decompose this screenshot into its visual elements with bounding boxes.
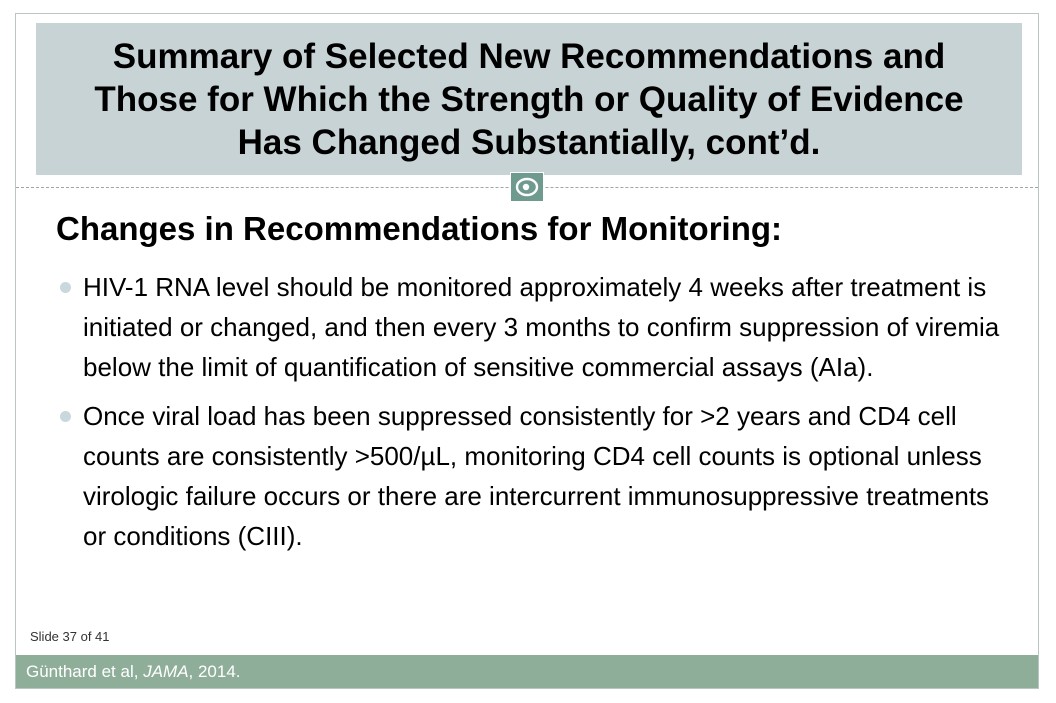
footer-bar bbox=[16, 655, 1038, 688]
citation-journal: JAMA bbox=[143, 661, 189, 681]
slide bbox=[15, 13, 1039, 689]
slide-number: Slide 37 of 41 bbox=[30, 629, 110, 644]
eye-logo-icon bbox=[510, 172, 544, 202]
citation-year: , 2014. bbox=[188, 661, 241, 681]
title-line-2: Those for Which the Strength or Quality of Evidence bbox=[94, 79, 964, 119]
citation-authors: Günthard et al, bbox=[26, 661, 144, 681]
citation bbox=[26, 662, 241, 682]
bullet-item bbox=[58, 267, 1008, 387]
bullet-dot-icon bbox=[60, 282, 71, 293]
title-banner bbox=[36, 23, 1022, 175]
title-line-3: Has Changed Substantially, cont’d. bbox=[237, 122, 821, 162]
slide-title bbox=[84, 35, 973, 164]
title-line-1: Summary of Selected New Recommendations and bbox=[112, 36, 946, 76]
bullet-text: Once viral load has been suppressed consistently for >2 years and CD4 cell counts are consistently >500/µL, monitoring CD4 cell counts is optional unless virologic failure occurs or there are intercurrent immunosuppressive treatments or conditions (CIII). bbox=[83, 401, 990, 551]
bullet-text: HIV-1 RNA level should be monitored approximately 4 weeks after treatment is initiated or changed, and then every 3 months to confirm suppression of viremia below the limit of quantification of sensitive commercial assays (AIa). bbox=[83, 272, 1000, 382]
bullet-list bbox=[58, 267, 1008, 565]
eye-logo-graphic bbox=[514, 176, 540, 198]
section-heading: Changes in Recommendations for Monitoring: bbox=[56, 210, 783, 247]
bullet-dot-icon bbox=[60, 411, 71, 422]
bullet-item bbox=[58, 396, 1008, 556]
